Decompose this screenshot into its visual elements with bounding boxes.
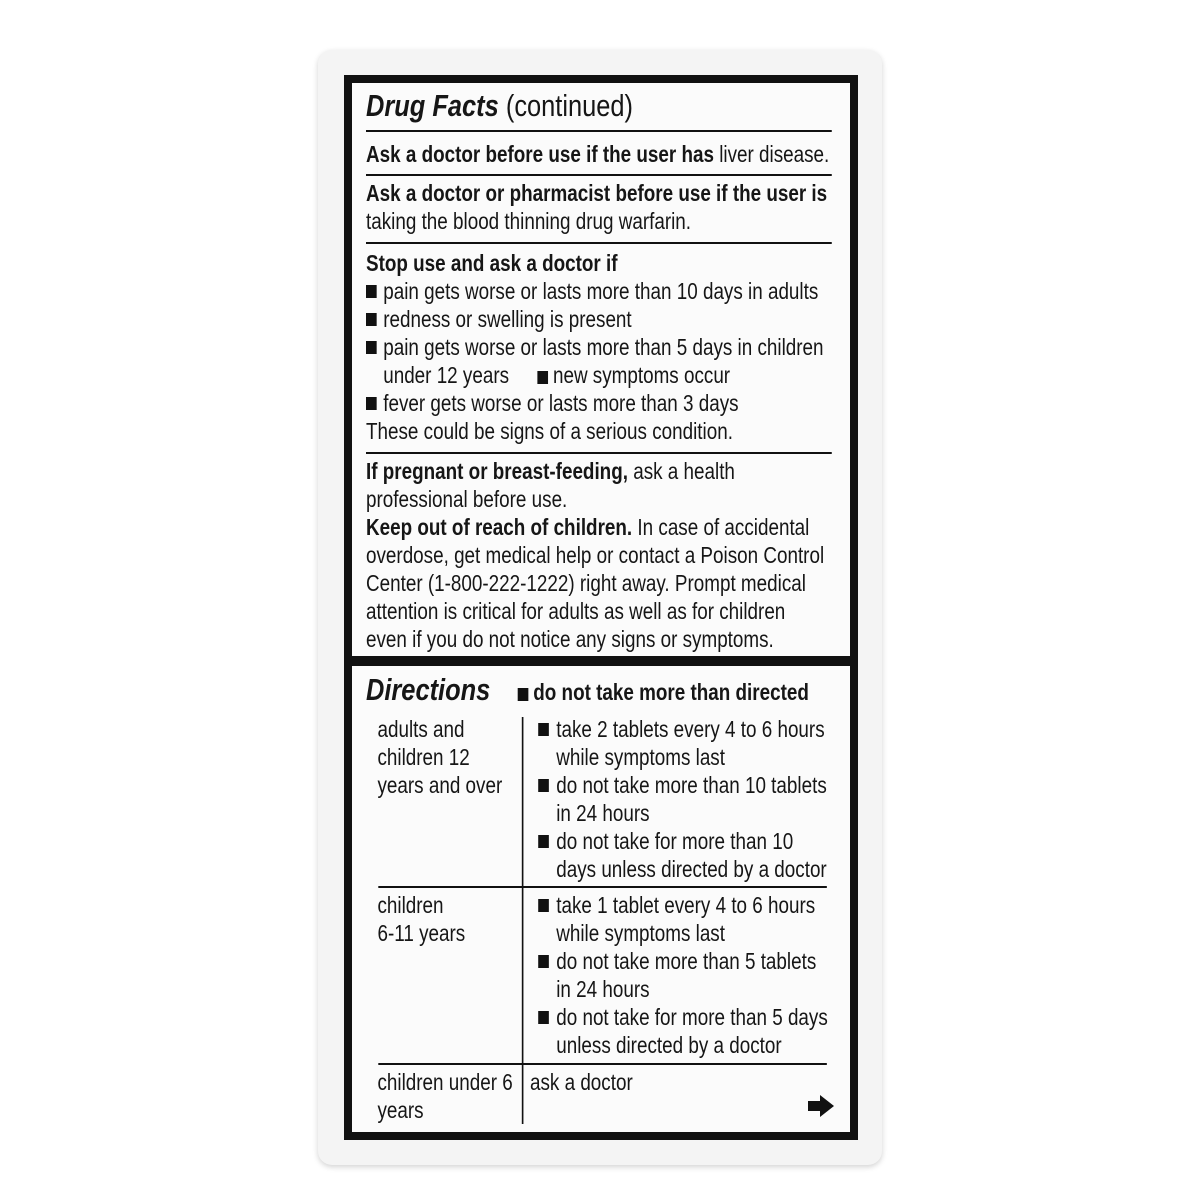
item-text: pain gets worse or lasts more than 5 days in children	[383, 334, 824, 360]
warning-heading: Ask a doctor before use if the user has	[366, 141, 714, 167]
row-divider	[378, 1063, 827, 1065]
item-text: redness or swelling is present	[383, 306, 632, 332]
bullet-icon	[537, 371, 548, 384]
item-text: fever gets worse or lasts more than 3 days	[383, 390, 739, 416]
divider	[366, 242, 832, 244]
bullet-icon	[366, 397, 377, 410]
item-text: new symptoms occur	[552, 362, 731, 388]
dosage-text: while symptoms last	[556, 744, 725, 770]
age-group	[377, 715, 516, 799]
bullet-icon	[538, 955, 549, 968]
stop-use-note: These could be signs of a serious condition.	[366, 418, 733, 444]
divider	[366, 452, 832, 454]
age-text: children under 6	[377, 1069, 513, 1095]
dosage-text: in 24 hours	[556, 800, 650, 826]
directions-header	[366, 672, 838, 707]
pregnancy-text: professional before use.	[366, 486, 568, 512]
age-group	[377, 1068, 516, 1124]
ask-doctor-warning	[366, 140, 838, 168]
stop-use-heading: Stop use and ask a doctor if	[366, 250, 618, 276]
keep-out-text: even if you do not notice any signs or symptoms.	[366, 626, 774, 652]
keep-out-text: attention is critical for adults as well as for children	[366, 598, 786, 624]
item-text: pain gets worse or lasts more than 10 days in adults	[383, 278, 819, 304]
dosage-text: while symptoms last	[556, 920, 725, 946]
table-row	[366, 1068, 838, 1124]
pregnancy-section	[366, 457, 838, 653]
row-divider	[378, 886, 827, 888]
dosage-text: do not take more than 10 tablets	[556, 772, 827, 798]
list-item	[366, 305, 838, 333]
age-text: years and over	[377, 772, 503, 798]
dosage-table	[366, 715, 838, 1124]
dosage-text: ask a doctor	[530, 1069, 633, 1095]
keep-out-text: In case of accidental	[637, 514, 810, 540]
dosage-text: do not take for more than 5 days	[556, 1004, 828, 1030]
stop-use-section	[366, 249, 838, 445]
dosage-text: take 1 tablet every 4 to 6 hours	[556, 892, 816, 918]
bullet-icon	[366, 313, 377, 326]
bullet-icon	[538, 779, 549, 792]
warnings-section	[352, 83, 850, 656]
divider	[366, 130, 832, 132]
pregnancy-text: ask a health	[633, 458, 735, 484]
dosage-text: do not take for more than 10	[556, 828, 794, 854]
keep-out-text: Center (1-800-222-1222) right away. Prompt medical	[366, 570, 806, 596]
age-text: children	[377, 892, 444, 918]
directions-title: Directions	[366, 672, 491, 707]
bullet-icon	[518, 688, 529, 701]
age-text: 6-11 years	[377, 920, 466, 946]
warning-heading: Ask a doctor or pharmacist before use if the user is	[366, 180, 828, 206]
age-text: adults and	[377, 716, 465, 742]
divider	[366, 174, 832, 176]
dosage-item	[538, 891, 837, 947]
bullet-icon	[538, 1011, 549, 1024]
bullet-icon	[538, 835, 549, 848]
keep-out-heading: Keep out of reach of children.	[366, 514, 633, 540]
dosage-text: do not take more than 5 tablets	[556, 948, 817, 974]
ask-pharmacist-warning	[366, 179, 838, 235]
directions-note: do not take more than directed	[533, 679, 809, 705]
dosage-text: take 2 tablets every 4 to 6 hours	[556, 716, 825, 742]
dosage-text: in 24 hours	[556, 976, 650, 1002]
dosage-item	[538, 1003, 837, 1059]
list-item-continuation	[366, 361, 838, 389]
age-text: years	[377, 1097, 424, 1123]
bullet-icon	[366, 285, 377, 298]
title-bold: Drug Facts	[366, 88, 499, 123]
dosage-text: unless directed by a doctor	[556, 1032, 782, 1058]
continue-arrow-icon	[808, 1095, 834, 1117]
list-item	[366, 333, 838, 361]
pregnancy-heading: If pregnant or breast-feeding,	[366, 458, 628, 484]
dosage-item	[538, 947, 837, 1003]
warning-text: liver disease.	[719, 141, 830, 167]
age-text: children 12	[377, 744, 470, 770]
list-item	[366, 277, 838, 305]
bullet-icon	[366, 341, 377, 354]
table-row	[366, 891, 838, 1059]
bullet-icon	[538, 899, 549, 912]
bullet-icon	[538, 723, 549, 736]
keep-out-text: overdose, get medical help or contact a Poison Control	[366, 542, 825, 568]
age-group	[377, 891, 516, 947]
dosage-item	[538, 827, 837, 883]
dosage-item	[538, 715, 837, 771]
warning-text: taking the blood thinning drug warfarin.	[366, 208, 692, 234]
page-title	[366, 86, 838, 126]
item-text: under 12 years	[383, 362, 510, 388]
title-continued: (continued)	[505, 88, 634, 123]
dosage-text: days unless directed by a doctor	[556, 856, 827, 882]
drug-facts-panel	[344, 75, 858, 1140]
directions-section	[352, 666, 850, 1132]
table-row	[366, 715, 838, 883]
dosage-item	[538, 771, 837, 827]
list-item	[366, 389, 838, 417]
